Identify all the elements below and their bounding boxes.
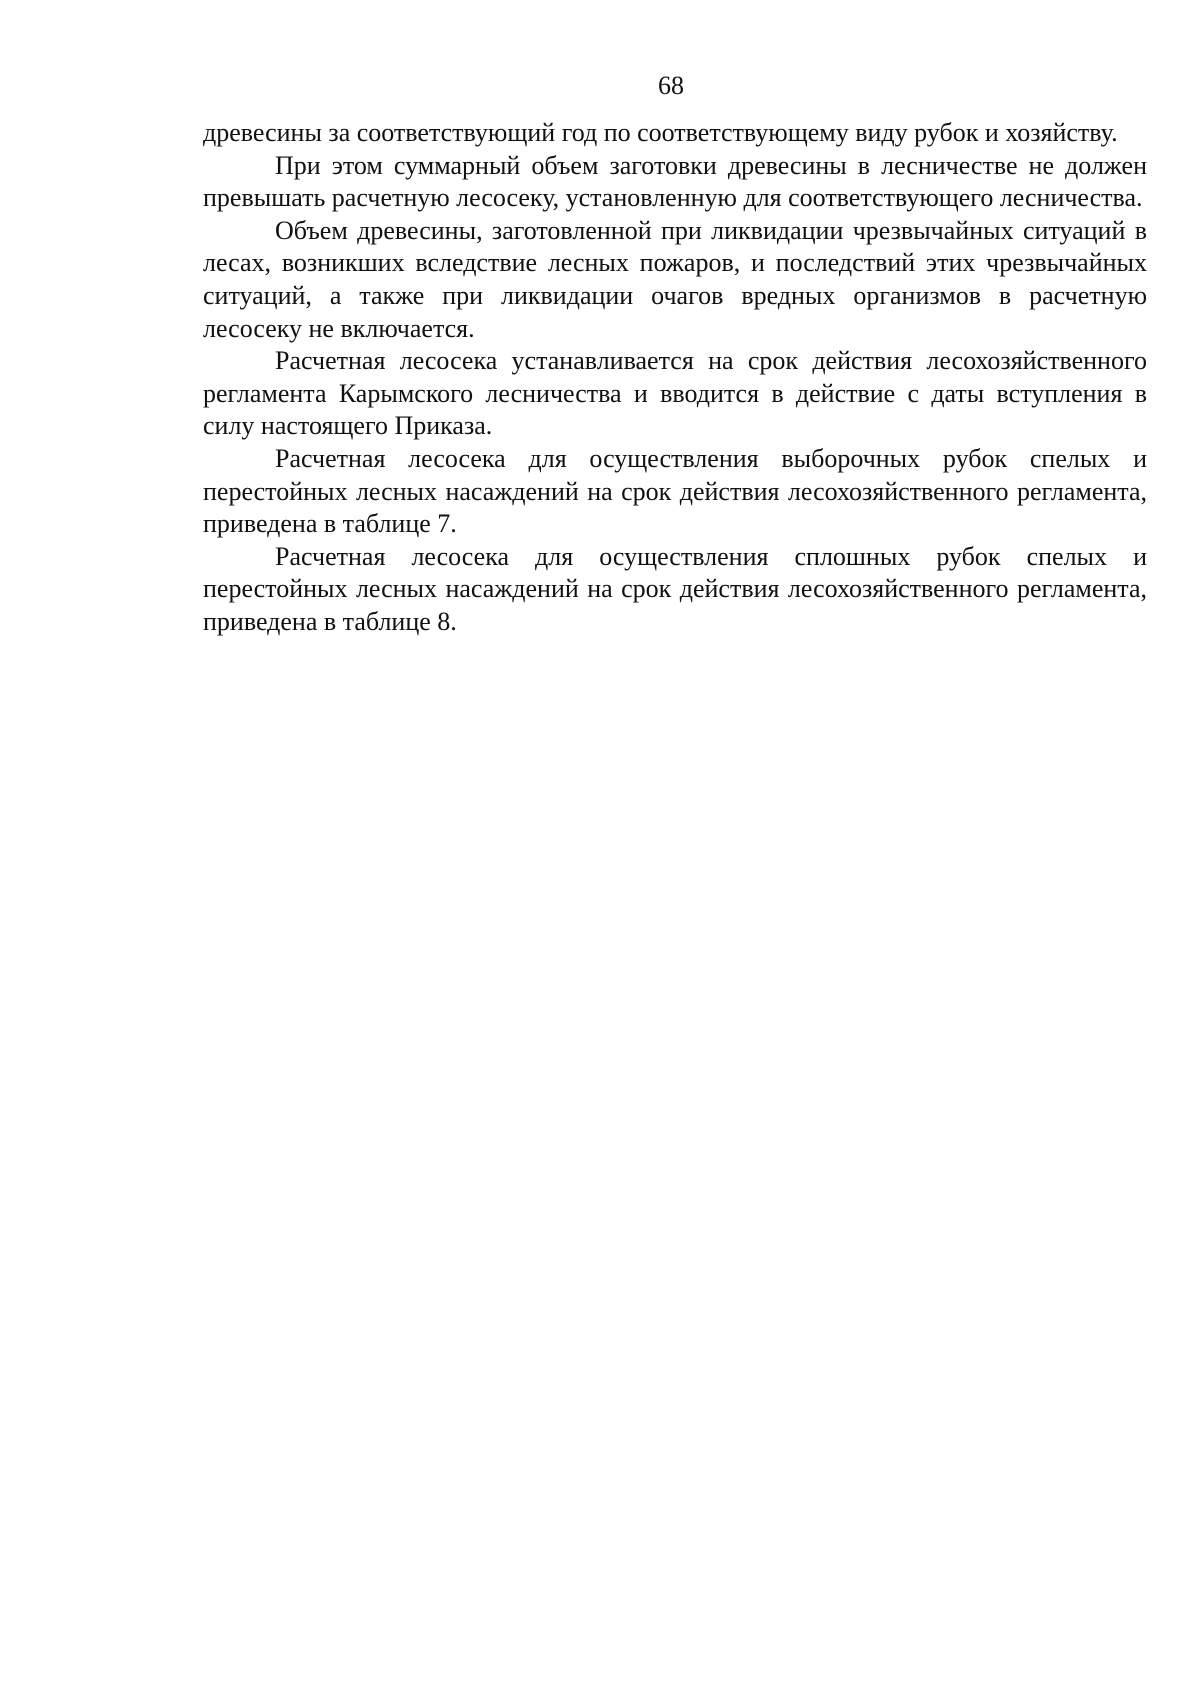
document-body <box>203 117 1147 639</box>
page-number: 68 <box>658 71 684 100</box>
paragraph-selective-cutting: Расчетная лесосека для осуществления выборочных рубок спелых и перестойных лесных насаждений на срок действия лесохозяйственного регламента, приведена в таблице 7. <box>203 443 1147 539</box>
paragraph-total-volume: При этом суммарный объем заготовки древесины в лесничестве не должен превышать расчетную лесосеку, установленную для соответствующего лесничества. <box>203 150 1147 213</box>
paragraph-continuation: древесины за соответствующий год по соответствующему виду рубок и хозяйству. <box>203 118 1118 147</box>
paragraph-clear-cutting: Расчетная лесосека для осуществления сплошных рубок спелых и перестойных лесных насаждений на срок действия лесохозяйственного регламента, приведена в таблице 8. <box>203 541 1147 636</box>
paragraph-term: Расчетная лесосека устанавливается на срок действия лесохозяйственного регламента Карымского лесничества и вводится в действие с даты вступления в силу настоящего Приказа. <box>203 346 1147 441</box>
paragraph-emergency-volume: Объем древесины, заготовленной при ликвидации чрезвычайных ситуаций в лесах, возникших вследствие лесных пожаров, и последствий этих чрезвычайных ситуаций, а также при ликвидации очагов вредных организмов в расчетную лесосеку не включается. <box>203 215 1147 343</box>
